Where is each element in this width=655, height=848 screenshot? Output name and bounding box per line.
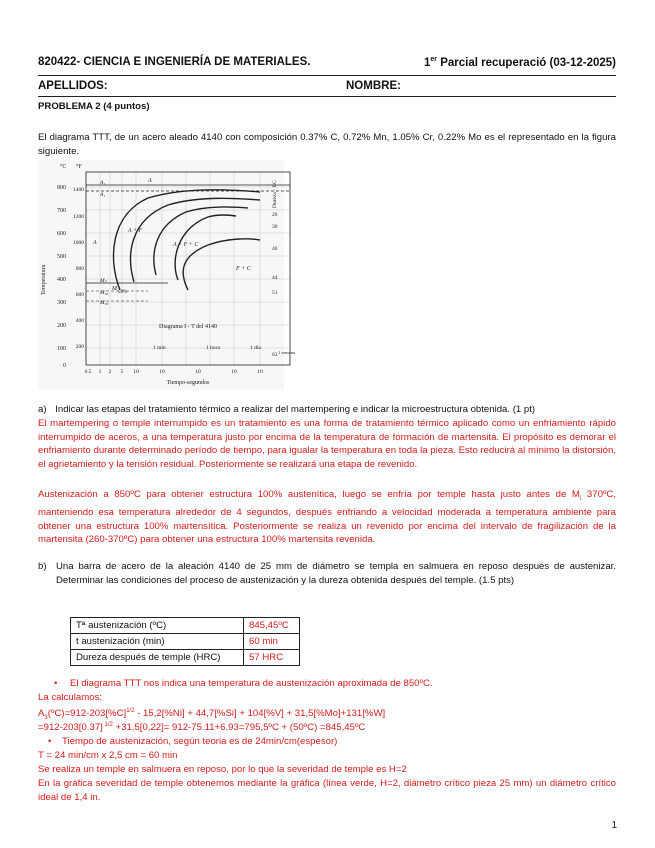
- answer-a-p2-end: 370ºC, manteniendo esa temperatura alrededor de 4 segundos, después enfriando a velocidad moderada a temperatura ambiente para obtener una estructura 100% martensítica. Posteriormente se realiza un revenido por encima del intervalo de fragilización de la martensita (260-370ºC) para obtener una estructura 100% martensita revenida.: [38, 489, 617, 546]
- answer-a-p2-start: Austenización a 850ºC para obtener estructura 100% austenítica, luego se enfría por temple hasta justo antes de M: [38, 489, 580, 500]
- y-tick: 600: [57, 231, 66, 237]
- intro-text: El diagrama TTT, de un acero aleado 4140 con composición 0.37% C, 0.72% Mn, 1.05% Cr, 0.22% Mo es el representado en la figura siguiente.: [38, 132, 616, 157]
- unit-f: °F: [76, 164, 82, 170]
- x-axis-label: Tiempo-segundos: [166, 380, 210, 386]
- x-tick: 10: [195, 369, 201, 375]
- answer-a-paragraph-2: [38, 488, 616, 547]
- formula-1-c: - 15,2[%Ni] + 44,7[%Si] + 104[%V] + 31,5[%Mo]+131[%W]: [134, 708, 386, 720]
- ttt-diagram: [38, 160, 295, 390]
- diagram-caption: Diagrama I - T del 4140: [159, 324, 217, 330]
- y-tick: 200: [57, 323, 66, 329]
- line-label: A₃: [100, 180, 106, 186]
- table-label: Tª austenización (ºC): [71, 618, 244, 634]
- line-label: M₉₀: [100, 300, 109, 306]
- right-axis-label: Dureza - RC: [272, 180, 278, 208]
- y-tick: 500: [57, 254, 66, 260]
- region-label: F + C: [236, 266, 251, 272]
- x-tick: 10: [133, 369, 139, 375]
- formula-line-2: [38, 719, 616, 735]
- exam-date: Parcial recuperació (03-12-2025): [437, 56, 616, 69]
- unit-c: °C: [60, 164, 67, 170]
- question-a-text: Indicar las etapas del tratamiento térmico a realizar del martempering e indicar la microestructura obtenida. (1 pt): [55, 404, 536, 415]
- formula-1-sub: 3: [44, 715, 48, 722]
- formula-1-sup: 1/2: [126, 708, 135, 714]
- region-label: A: [148, 178, 152, 184]
- exam-ordinal: er: [430, 56, 437, 63]
- hrc-tick: 30: [272, 224, 278, 230]
- region-label: A + F: [128, 228, 143, 234]
- header-row-2: [38, 80, 616, 92]
- hrc-tick: 20: [272, 212, 278, 218]
- time-line: T = 24 min/cm x 2,5 cm = 60 min: [38, 750, 178, 761]
- line-label: Mₛ: [100, 278, 107, 284]
- formula-1-b: (ºC)=912-203[%C]: [47, 708, 127, 720]
- x-tick: 5: [120, 369, 124, 375]
- time-mark: 1 día: [250, 345, 261, 351]
- y-tick: 300: [57, 300, 66, 306]
- y-tick: 400: [57, 277, 66, 283]
- page-number: 1: [611, 820, 617, 831]
- formula-2-sup: 1/2: [102, 722, 113, 728]
- y-tick: 0: [63, 363, 66, 369]
- solution-bullet-1: [38, 677, 616, 691]
- region-label: A: [93, 240, 97, 246]
- f-tick: 1000: [73, 240, 84, 246]
- table-row: [71, 650, 300, 666]
- table-label: t austenización (min): [71, 634, 244, 650]
- critical-diameter-line: En la gráfica severidad de temple obtenemos mediante la gráfica (línea verde, H=2, diámetro crítico pieza 25 mm) un diámetro crítico ideal de 1,4 in.: [38, 778, 616, 803]
- f-tick: 1200: [73, 214, 84, 220]
- exam-number: 1: [423, 56, 431, 69]
- y-tick: 800: [57, 185, 66, 191]
- table-row: [71, 634, 300, 650]
- hrc-tick: 44: [272, 275, 278, 281]
- problem-title: PROBLEMA 2 (4 puntos): [38, 101, 150, 112]
- answer-a-paragraph-1: El martempering o temple interrumpido es un tratamiento es una forma de tratamiento térmico aplicado como un enfriamiento rápido interrumpido de aceros, a una temperatura justo por encima de la temperatura de formación de martensita. El propósito es demorar el enfriamiento durante determinado período de tiempo, para igualar la temperatura en toda la pieza. Esto reducirá al mínimo la distorsión, el agrietamiento y la tensión residual. Posteriormente se realizará una etapa de revenido.: [38, 418, 616, 470]
- time-mark: 1 min: [153, 345, 166, 351]
- table-value: 60 min: [244, 634, 300, 650]
- calc-intro: La calculamos:: [38, 692, 102, 703]
- quench-line: Se realiza un temple en salmuera en reposo, por lo que la severidad de temple es H=2: [38, 764, 407, 775]
- name-label: NOMBRE:: [346, 80, 401, 92]
- exam-title: [424, 56, 616, 69]
- f-tick: 400: [75, 318, 84, 324]
- table-row: [71, 618, 300, 634]
- header-row-1: [38, 56, 616, 68]
- hrc-tick: 51: [272, 290, 278, 296]
- solution-bullet-2: [38, 735, 616, 749]
- f-tick: 800: [75, 266, 84, 272]
- solution-bullet-2-text: Tiempo de austenización, según teoria es de 24min/cm(espesor): [62, 736, 338, 747]
- x-tick: 10: [257, 369, 263, 375]
- x-tick: 0.5: [84, 369, 92, 375]
- bullet-dot: •: [48, 736, 52, 747]
- x-tick: 2: [108, 369, 112, 375]
- f-tick: 600: [75, 292, 84, 298]
- f-tick: 200: [75, 344, 84, 350]
- answer-a-p2-sub: i: [579, 495, 582, 502]
- time-mark: 1 hora: [206, 345, 220, 351]
- time-mark: 1 semana: [278, 350, 295, 355]
- x-tick: 10: [231, 369, 237, 375]
- austenization-table: [70, 617, 300, 666]
- course-title: 820422- CIENCIA E INGENIERÍA DE MATERIALES.: [38, 56, 311, 68]
- x-tick: 1: [98, 369, 102, 375]
- line-label: M₅₀: [100, 290, 109, 296]
- line-label: A₁: [100, 192, 106, 198]
- y-axis-label: Temperatura: [41, 264, 47, 295]
- question-b-prefix: b): [38, 561, 47, 572]
- question-a-prefix: a): [38, 404, 47, 415]
- table-value: 845,45ºC: [244, 618, 300, 634]
- surnames-label: APELLIDOS:: [38, 80, 108, 92]
- table-label: Dureza después de temple (HRC): [71, 650, 244, 666]
- header-divider-2: [38, 96, 616, 97]
- bullet-dot: •: [54, 678, 58, 689]
- formula-2-a: =912-203[0.37]: [38, 722, 103, 734]
- hrc-tick: 63: [272, 352, 278, 358]
- region-label: A + F + C: [173, 242, 199, 248]
- header-divider: [38, 75, 616, 76]
- y-tick: 100: [57, 346, 66, 352]
- region-label: 50%: [118, 290, 128, 295]
- x-tick: 10: [159, 369, 165, 375]
- question-a: [38, 403, 616, 417]
- hrc-tick: 40: [272, 246, 278, 252]
- region-label: M: [112, 286, 117, 292]
- y-tick: 700: [57, 208, 66, 214]
- table-value: 57 HRC: [244, 650, 300, 666]
- question-b: [38, 560, 616, 587]
- f-tick: 1400: [73, 187, 84, 193]
- formula-2-b: +31,5[0,22]= 912-75.11+6.93=795,5ºC + (50ºC) =845,45ºC: [112, 722, 366, 734]
- question-b-text: Una barra de acero de la aleación 4140 de 25 mm de diámetro se templa en salmuera en reposo después de austenizar. Determinar las condiciones del proceso de austenización y la dureza obtenida después del temple. (1.5 pts): [56, 561, 616, 586]
- solution-bullet-1-text: El diagrama TTT nos indica una temperatura de austenización aproximada de 850ºC.: [70, 678, 433, 689]
- formula-1-a: A: [38, 708, 45, 720]
